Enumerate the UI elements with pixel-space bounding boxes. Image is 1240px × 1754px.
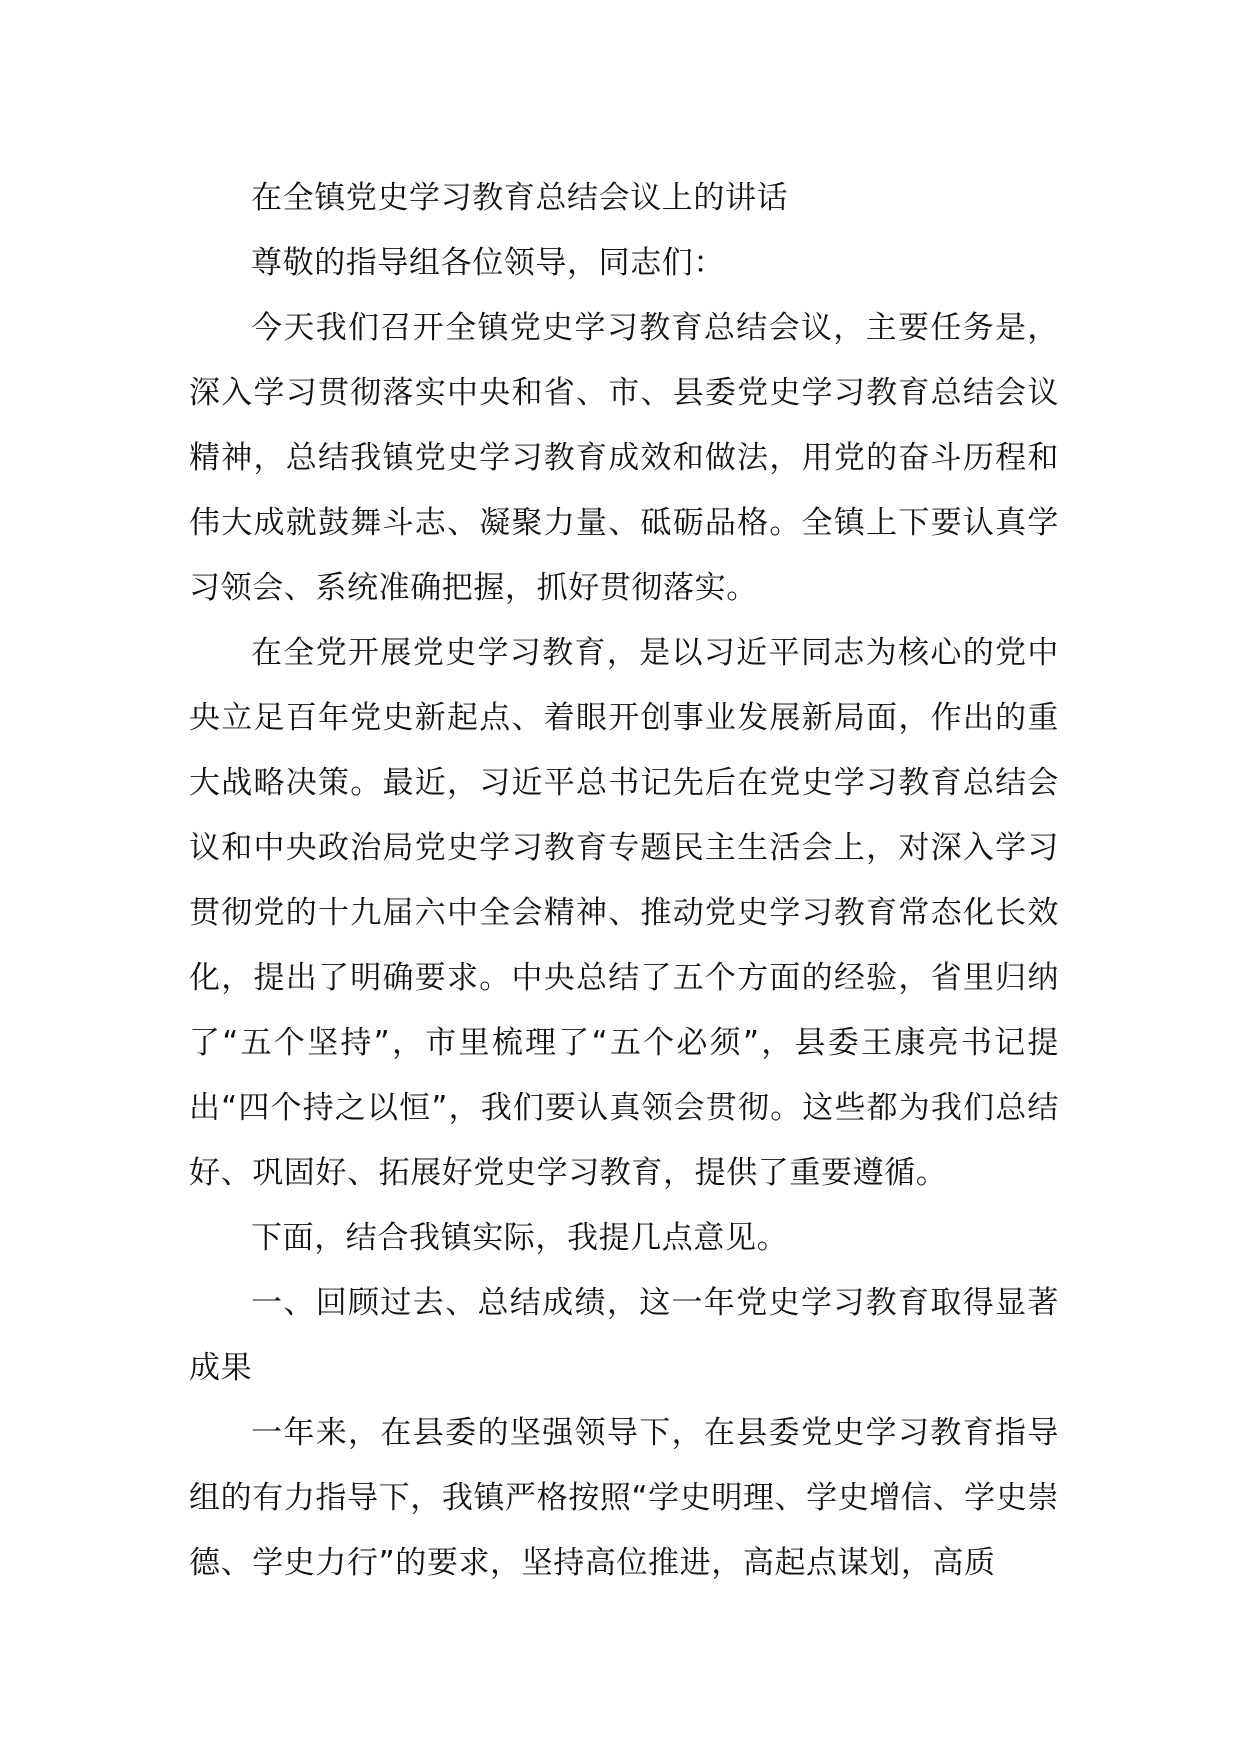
paragraph-background: 在全党开展党史学习教育，是以习近平同志为核心的党中央立足百年党史新起点、着眼开创事业发展新局面，作出的重大战略决策。最近，习近平总书记先后在党史学习教育总结会议和中央政治局党史学习教育专题民主生活会上，对深入学习贯彻党的十九届六中全会精神、推动党史学习教育常态化长效化，提出了明确要求。中央总结了五个方面的经验，省里归纳了“五个坚持”，市里梳理了“五个必须”，县委王康亮书记提出“四个持之以恒”，我们要认真领会贯彻。这些都为我们总结好、巩固好、拓展好党史学习教育，提供了重要遵循。 xyxy=(189,635,1059,1191)
salutation: 尊敬的指导组各位领导，同志们： xyxy=(251,245,725,281)
paragraph-transition: 下面，结合我镇实际，我提几点意见。 xyxy=(251,1220,789,1256)
document-title: 在全镇党史学习教育总结会议上的讲话 xyxy=(251,180,789,216)
section-heading-1: 一、回顾过去、总结成绩，这一年党史学习教育取得显著成果 xyxy=(189,1285,1059,1386)
paragraph-intro: 今天我们召开全镇党史学习教育总结会议，主要任务是，深入学习贯彻落实中央和省、市、县委党史学习教育总结会议精神，总结我镇党史学习教育成效和做法，用党的奋斗历程和伟大成就鼓舞斗志、凝聚力量、砥砺品格。全镇上下要认真学习领会、系统准确把握，抓好贯彻落实。 xyxy=(189,310,1059,606)
document-body xyxy=(189,166,1059,1596)
paragraph-achievements: 一年来，在县委的坚强领导下，在县委党史学习教育指导组的有力指导下，我镇严格按照“学史明理、学史增信、学史崇德、学史力行”的要求，坚持高位推进，高起点谋划，高质 xyxy=(189,1415,1059,1581)
